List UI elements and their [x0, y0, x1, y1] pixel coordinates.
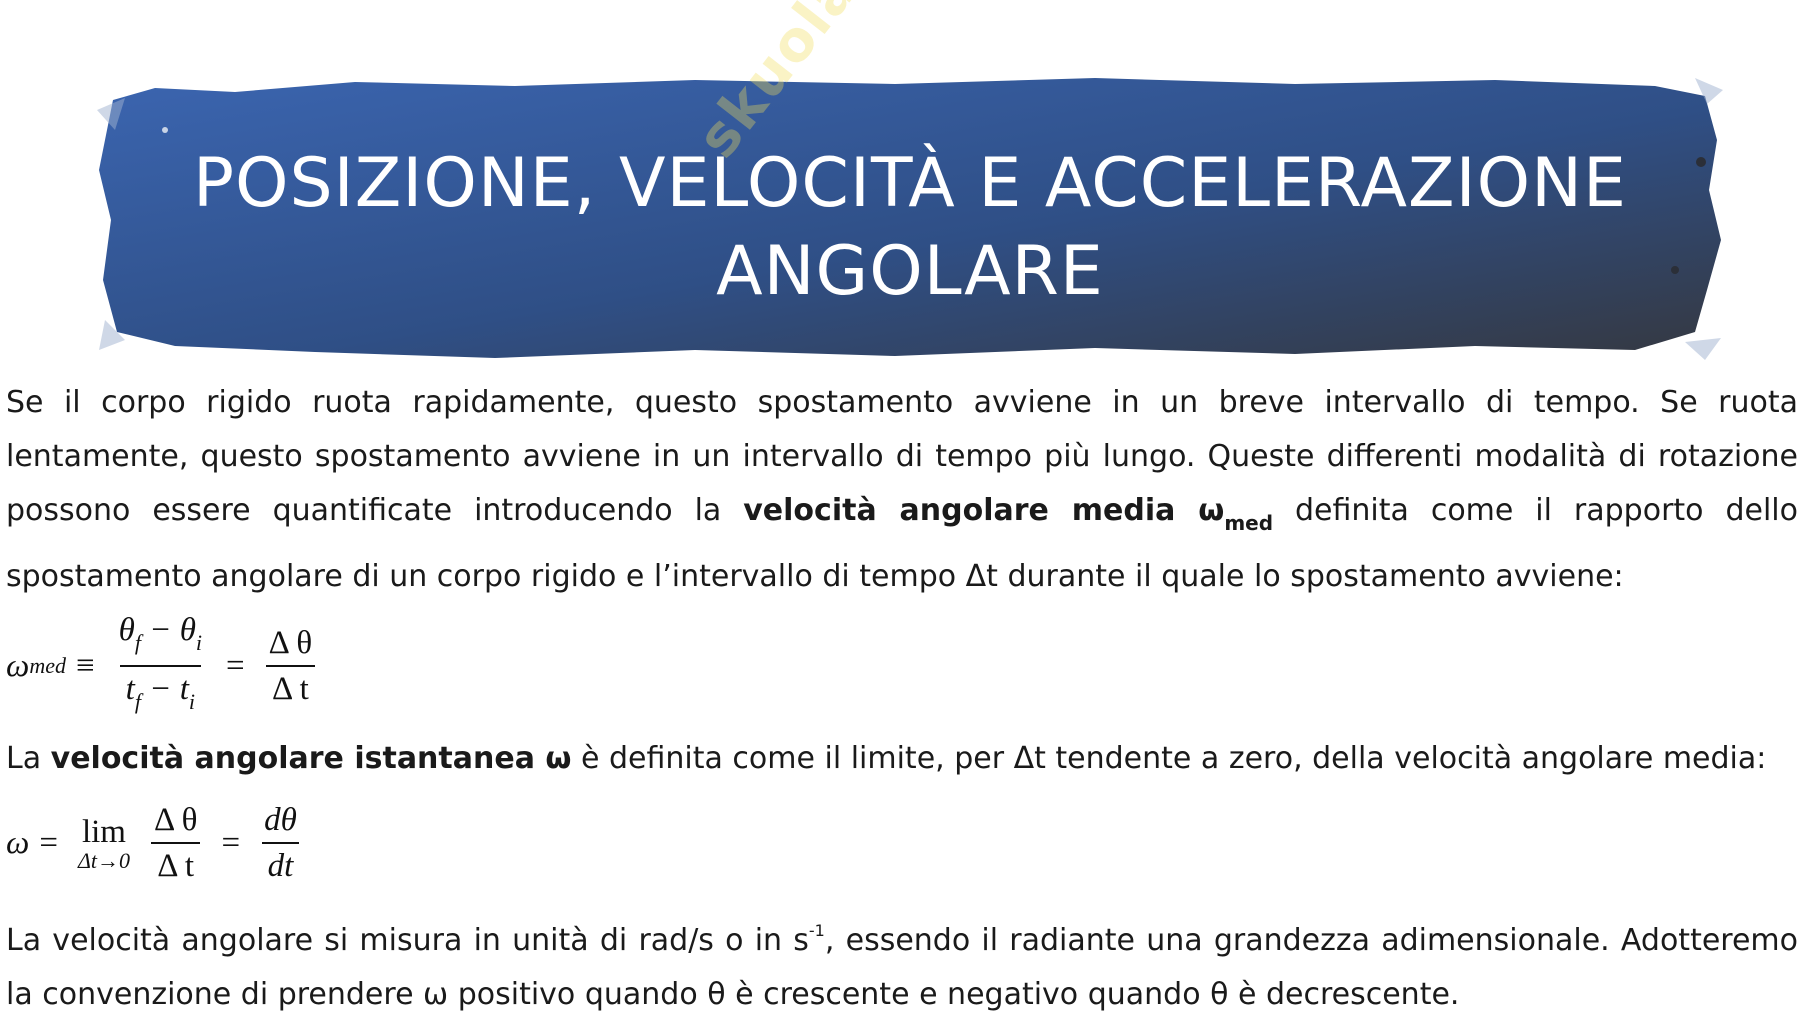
- formula-average-angular-velocity: ω med ≡ $\frac{\theta_f - \theta_i}{t_f - t_i}$ = $\frac{\text{Δ θ}}{\text{Δ t}}$: [6, 606, 1798, 726]
- title-banner: [95, 70, 1725, 365]
- paragraph-instantaneous-angular-velocity: La velocità angolare istantanea ω è definita come il limite, per Δt tendente a zero, della velocità angolare media:: [6, 741, 1767, 776]
- title-line-2: ANGOLARE: [716, 232, 1104, 311]
- fraction-theta-over-t: $\frac{\theta_f - \theta_i}{t_f - t_i}$: [113, 608, 208, 724]
- paragraph-angular-velocity-intro: Se il corpo rigido ruota rapidamente, questo spostamento avviene in un breve intervallo di tempo. Se ruota lentamente, questo spostamento avviene in un intervallo di tempo più lungo. Queste differenti modalità di rotazione possono essere quantificate introducendo la velocità angolare media $\omega_{med}$ definita come il rapporto dello spostamento angolare di un corpo rigido e l’intervallo di tempo Δt durante il quale lo spostamento avviene:: [6, 385, 1799, 594]
- term-instantaneous-angular-velocity: velocità angolare istantanea ω: [50, 741, 572, 776]
- page-title: [95, 140, 1725, 316]
- term-average-angular-velocity: velocità angolare media $\omega_{med}$: [743, 493, 1274, 535]
- fraction-delta-theta-over-delta-t-2: $\frac{\text{Δ θ}}{\text{Δ t}}$: [148, 798, 203, 888]
- fraction-d-theta-over-dt: $\frac{d\theta}{dt}$: [258, 798, 303, 888]
- formula-instantaneous-angular-velocity: ω = lim Δt→0 $\frac{\text{Δ θ}}{\text{Δ t}}$ = $\frac{d\theta}{dt}$: [6, 788, 1798, 898]
- paragraph-units-and-convention: La velocità angolare si misura in unità di rad/s o in $s^{-1}$, essendo il radiante una grandezza adimensionale. Adotteremo la convenzione di prendere ω positivo quando θ è crescente e negativo quando θ è decrescente.: [6, 921, 1798, 1012]
- limit-operator: lim Δt→0: [77, 814, 130, 873]
- fraction-delta-theta-over-delta-t: $\frac{\text{Δ θ}}{\text{Δ t}}$: [263, 621, 318, 711]
- document-body: [6, 376, 1798, 1022]
- title-line-1: POSIZIONE, VELOCITÀ E ACCELERAZIONE: [192, 144, 1628, 223]
